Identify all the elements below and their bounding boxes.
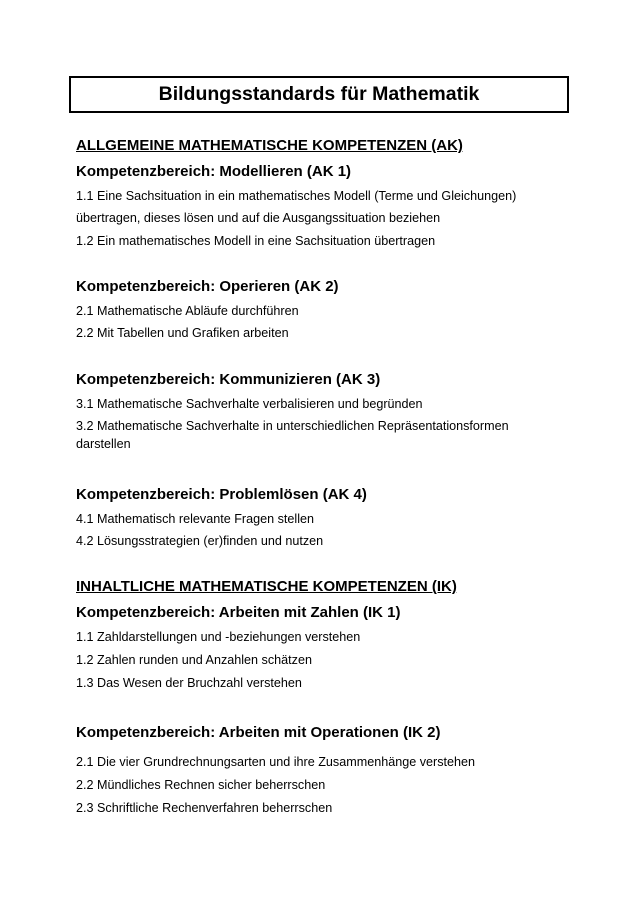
list-item: 4.1 Mathematisch relevante Fragen stellen	[76, 512, 315, 526]
section-heading-ik: INHALTLICHE MATHEMATISCHE KOMPETENZEN (IK)	[76, 578, 457, 595]
list-item: 1.2 Ein mathematisches Modell in eine Sachsituation übertragen	[76, 234, 436, 248]
list-item-continuation: darstellen	[76, 437, 131, 451]
section-heading-ak: ALLGEMEINE MATHEMATISCHE KOMPETENZEN (AK)	[76, 137, 463, 154]
area-heading-ak3: Kompetenzbereich: Kommunizieren (AK 3)	[76, 371, 381, 388]
list-item: 2.2 Mündliches Rechnen sicher beherrschen	[76, 778, 326, 792]
title-box	[69, 76, 569, 113]
list-item: 2.1 Die vier Grundrechnungsarten und ihre Zusammenhänge verstehen	[76, 755, 476, 769]
area-heading-ik2: Kompetenzbereich: Arbeiten mit Operationen (IK 2)	[76, 724, 441, 741]
list-item: 1.2 Zahlen runden und Anzahlen schätzen	[76, 653, 312, 667]
list-item: 1.3 Das Wesen der Bruchzahl verstehen	[76, 676, 302, 690]
document-title: Bildungsstandards für Mathematik	[158, 83, 480, 105]
area-heading-ak2: Kompetenzbereich: Operieren (AK 2)	[76, 278, 339, 295]
list-item: 4.2 Lösungsstrategien (er)finden und nutzen	[76, 534, 324, 548]
list-item: 2.2 Mit Tabellen und Grafiken arbeiten	[76, 326, 289, 340]
list-item-continuation: übertragen, dieses lösen und auf die Ausgangssituation beziehen	[76, 211, 441, 225]
area-heading-ik1: Kompetenzbereich: Arbeiten mit Zahlen (IK 1)	[76, 604, 401, 621]
list-item: 1.1 Eine Sachsituation in ein mathematisches Modell (Terme und Gleichungen)	[76, 189, 517, 203]
list-item: 2.1 Mathematische Abläufe durchführen	[76, 304, 299, 318]
list-item: 1.1 Zahldarstellungen und -beziehungen verstehen	[76, 630, 361, 644]
list-item: 3.1 Mathematische Sachverhalte verbalisieren und begründen	[76, 397, 423, 411]
area-heading-ak4: Kompetenzbereich: Problemlösen (AK 4)	[76, 486, 367, 503]
list-item: 2.3 Schriftliche Rechenverfahren beherrschen	[76, 801, 333, 815]
list-item: 3.2 Mathematische Sachverhalte in unterschiedlichen Repräsentationsformen	[76, 419, 509, 433]
area-heading-ak1: Kompetenzbereich: Modellieren (AK 1)	[76, 163, 352, 180]
